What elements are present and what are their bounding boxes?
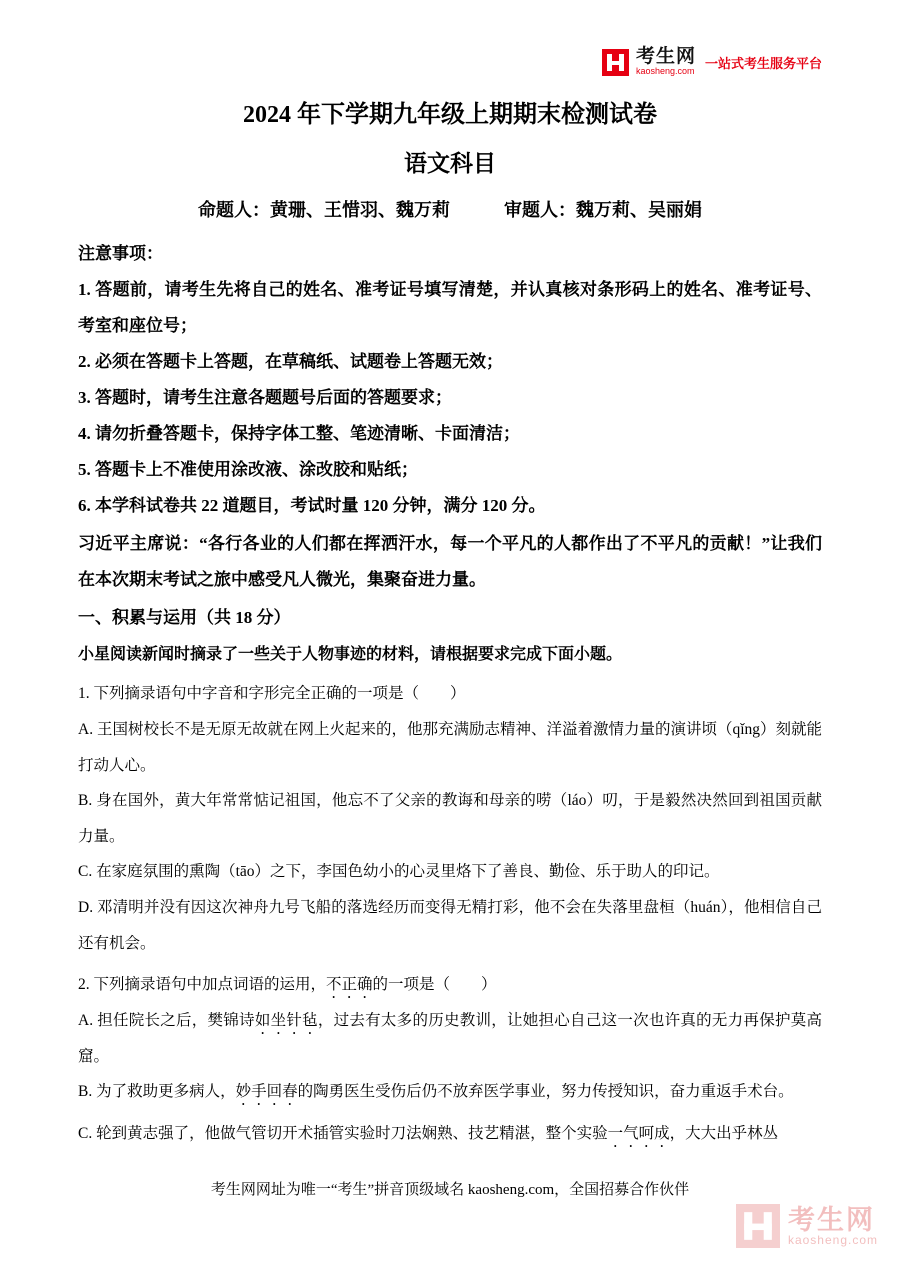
page-footer: 考生网网址为唯一“考生”拼音顶级域名 kaosheng.com，全国招募合作伙伴 bbox=[210, 1182, 690, 1198]
q2-a-text: A. 担任院长之后，樊锦诗 bbox=[78, 1012, 255, 1030]
q2-c-emphasized: 一气呵成 bbox=[607, 1124, 670, 1142]
section-intro: 小星阅读新闻时摘录了一些关于人物事迹的材料，请根据要求完成下面小题。 bbox=[78, 646, 623, 664]
q1-option-d: D. 邓清明并没有因这次神舟九号飞船的落选经历而变得无精打彩，他不会在失落里盘桓（huán），他相信自己还有机会。 bbox=[78, 899, 822, 952]
logo-domain: kaosheng.com bbox=[635, 66, 695, 77]
logo-title: 考生网 bbox=[635, 46, 696, 68]
watermark bbox=[736, 1204, 878, 1248]
notice-item-4: 4. 请勿折叠答题卡，保持字体工整、笔迹清晰、卡面清洁； bbox=[78, 424, 520, 444]
paper-title: 2024 年下学期九年级上期期末检测试卷 bbox=[243, 102, 657, 128]
q2-option-b bbox=[78, 1074, 822, 1110]
q2-stem-post: 的一项是（ ） bbox=[372, 976, 497, 994]
q1-option-b: B. 身在国外，黄大年常常惦记祖国，他忘不了父亲的教诲和母亲的唠（láo）叨，于是毅然决然回到祖国贡献力量。 bbox=[78, 792, 822, 845]
q1-option-a: A. 王国树校长不是无原无故就在网上火起来的，他那充满励志精神、洋溢着激情力量的演讲顷（qǐng）刻就能打动人心。 bbox=[78, 720, 823, 774]
q2-c-text-post: ，大大出乎林丛 bbox=[669, 1124, 779, 1142]
q2-a-emphasized: 如坐针毡 bbox=[254, 1012, 318, 1030]
logo-text bbox=[636, 47, 696, 76]
leader-quote: 习近平主席说：“各行各业的人们都在挥洒汗水，每一个平凡的人都作出了不平凡的贡献！”让我们在本次期末考试之旅中感受凡人微光，集聚奋进力量。 bbox=[78, 534, 822, 590]
notice-item-5: 5. 答题卡上不准使用涂改液、涂改胶和贴纸； bbox=[78, 460, 418, 480]
watermark-logo-icon bbox=[736, 1204, 780, 1248]
question-2-stem bbox=[78, 967, 822, 1003]
q2-stem-emphasized: 不正确 bbox=[326, 976, 373, 994]
logo-tagline: 一站式考生服务平台 bbox=[704, 55, 822, 71]
notice-item-1: 1. 答题前，请考生先将自己的姓名、准考证号填写清楚，并认真核对条形码上的姓名、准考证号、考室和座位号； bbox=[78, 280, 822, 336]
q2-b-text-post: 的陶勇医生受伤后仍不放弃医学事业，努力传授知识，奋力重返手术台。 bbox=[297, 1083, 794, 1101]
kaosheng-logo-icon bbox=[602, 49, 629, 76]
q2-b-text: B. 为了救助更多病人， bbox=[78, 1083, 236, 1101]
watermark-text bbox=[788, 1206, 878, 1247]
q2-c-text: C. 轮到黄志强了，他做气管切开术插管实验时刀法娴熟、技艺精湛，整个实验 bbox=[78, 1124, 608, 1142]
q2-a-text-post: ，过去有太多的历史教训，让她担心自己这一次也许真的无力再保护莫高窟。 bbox=[78, 1012, 822, 1065]
question-1-stem: 1. 下列摘录语句中字音和字形完全正确的一项是（ ） bbox=[78, 685, 466, 703]
notice-heading: 注意事项： bbox=[78, 244, 163, 263]
site-logo bbox=[78, 40, 822, 84]
notice-item-2: 2. 必须在答题卡上答题，在草稿纸、试题卷上答题无效； bbox=[78, 352, 503, 372]
q2-b-emphasized: 妙手回春 bbox=[235, 1083, 298, 1101]
notice-item-3: 3. 答题时，请考生注意各题题号后面的答题要求； bbox=[78, 388, 452, 408]
q2-option-c bbox=[78, 1116, 822, 1152]
q2-stem-pre: 2. 下列摘录语句中加点词语的运用， bbox=[78, 976, 327, 994]
q2-option-a bbox=[78, 1003, 822, 1074]
q1-option-c: C. 在家庭氛围的熏陶（tāo）之下，李国色幼小的心灵里烙下了善良、勤俭、乐于助人的印记。 bbox=[78, 863, 720, 881]
notice-item-6: 6. 本学科试卷共 22 道题目，考试时量 120 分钟，满分 120 分。 bbox=[78, 496, 546, 516]
watermark-domain: kaosheng.com bbox=[787, 1232, 878, 1247]
watermark-title: 考生网 bbox=[787, 1204, 875, 1235]
subject-title: 语文科目 bbox=[404, 151, 496, 176]
section-heading: 一、积累与运用（共 18 分） bbox=[78, 608, 291, 628]
authors-line: 命题人：黄珊、王惜羽、魏万莉 审题人：魏万莉、吴丽娟 bbox=[198, 200, 702, 220]
